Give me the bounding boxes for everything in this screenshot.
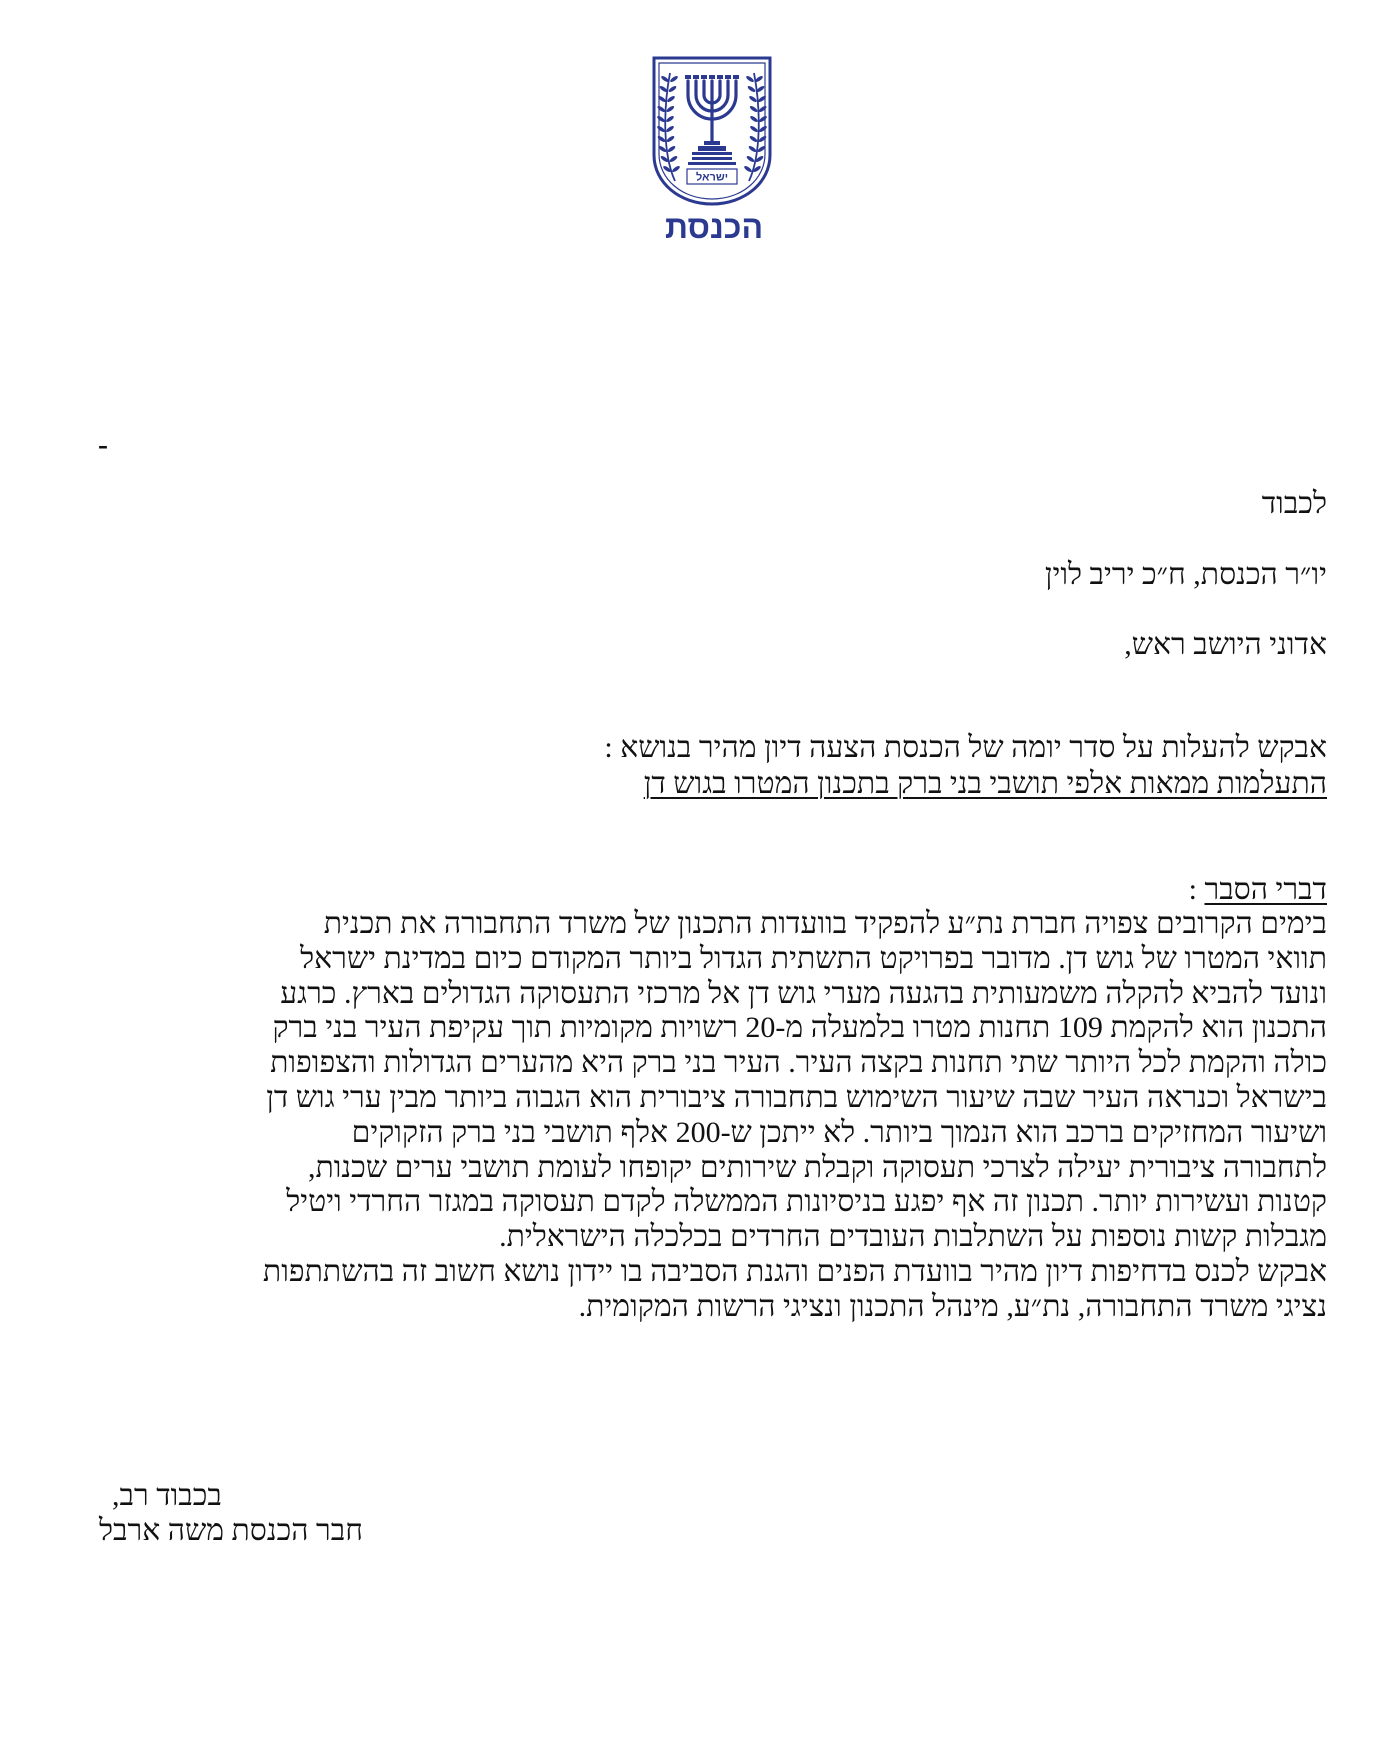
explanation-body — [87, 907, 1327, 1325]
explanation-heading — [1189, 873, 1327, 907]
explanation-line: ונועד להביא להקלה משמעותית בהגעה מערי גוש דן אל מרכזי התעסוקה הגדולים בארץ. כרגע — [280, 976, 1327, 1010]
explanation-line: מגבלות קשות נוספות על השתלבות העובדים החרדים בכלכלה הישראלית. — [499, 1220, 1327, 1254]
margin-marker: - — [98, 428, 108, 461]
recipient: יו״ר הכנסת, ח״כ יריב לוין — [1044, 558, 1327, 591]
explanation-line: קטנות ועשירות יותר. תכנון זה אף יפגע בניסיונות הממשלה לקדם תעסוקה במגזר החרדי ויטיל — [286, 1185, 1327, 1219]
closing-block — [99, 1478, 363, 1548]
explanation-heading-label: דברי הסבר — [1204, 873, 1327, 906]
knesset-emblem — [651, 55, 773, 207]
institution-name: הכנסת — [664, 209, 764, 245]
menorah-icon — [688, 81, 736, 143]
request-line: אבקש להעלות על סדר יומה של הכנסת הצעה דיון מהיר בנושא : — [604, 731, 1327, 764]
explanation-line: תוואי המטרו של גוש דן. מדובר בפרויקט התשתית הגדול ביותר המקודם כיום במדינת ישראל — [300, 941, 1327, 975]
explanation-line: נציגי משרד התחבורה, נת״ע, מינהל התכנון ונציגי הרשות המקומית. — [578, 1289, 1327, 1323]
explanation-heading-suffix: : — [1188, 873, 1205, 906]
subject-line: התעלמות ממאות אלפי תושבי בני ברק בתכנון המטרו בגוש דן — [643, 767, 1327, 800]
explanation-line: לתחבורה ציבורית יעילה לצרכי תעסוקה וקבלת שירותים יקופחו לעומת תושבי ערים שכנות, — [307, 1150, 1327, 1184]
explanation-line: אבקש לכנס בדחיפות דיון מהיר בוועדת הפנים והגנת הסביבה בו יידון נושא חשוב זה בהשתתפות — [262, 1254, 1327, 1288]
menorah-base — [688, 141, 736, 165]
sign-off: בכבוד רב, — [112, 1479, 222, 1512]
explanation-line: כולה והקמת לכל היותר שתי תחנות בקצה העיר. העיר בני ברק היא מהערים הגדולות והצפופות — [270, 1046, 1327, 1080]
emblem-lettering: ישראל — [695, 171, 729, 184]
explanation-line: התכנון הוא להקמת 109 תחנות מטרו בלמעלה מ-20 רשויות מקומיות תוך עקיפת העיר בני ברק — [272, 1011, 1327, 1045]
explanation-line: ושיעור המחזיקים ברכב הוא הנמוך ביותר. לא ייתכן ש-200 אלף תושבי בני ברק הזקוקים — [351, 1115, 1327, 1149]
greeting: אדוני היושב ראש, — [1124, 628, 1327, 661]
menorah-lamps — [685, 75, 739, 79]
explanation-line: בימים הקרובים צפויה חברת נת״ע להפקיד בוועדות התכנון של משרד התחבורה את תכנית — [323, 907, 1327, 940]
salutation: לכבוד — [1261, 487, 1327, 520]
explanation-line: בישראל וכנראה העיר שבה שיעור השימוש בתחבורה ציבורית הוא הגבוה ביותר מבין ערי גוש דן — [266, 1080, 1327, 1114]
signature: חבר הכנסת משה ארבל — [99, 1514, 363, 1547]
